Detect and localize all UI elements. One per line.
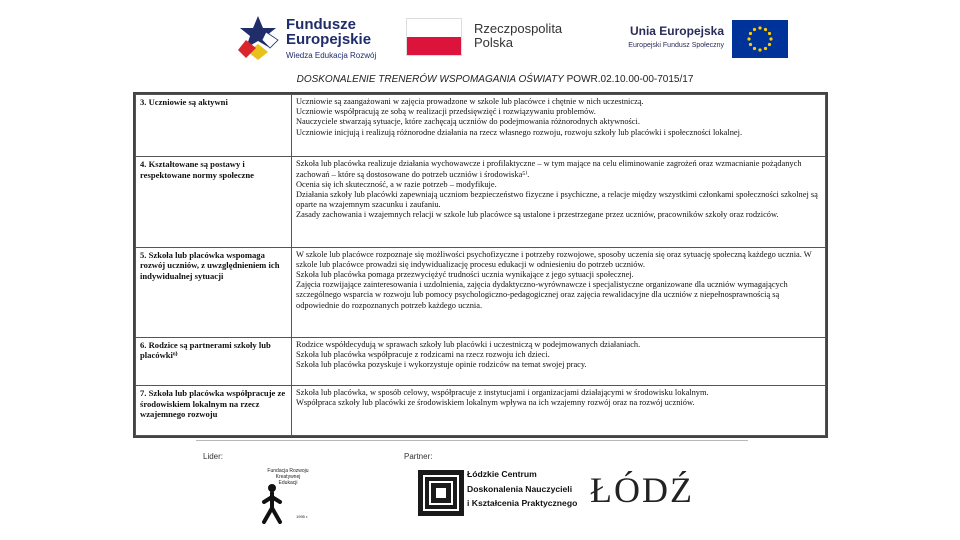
description-line: Szkoła lub placówka realizuje działania wychowawcze i profilaktyczne – w tym mające na celu eliminowanie zagrożeń oraz wzmacnianie pożądanych zachowań – które są dostosowane do potrzeb uczniów i środowiska⁵⁾. [296, 159, 802, 179]
footer-divider [196, 440, 748, 441]
partner-line2: Doskonalenia Nauczycieli [467, 483, 573, 494]
lider-org-line1: Fundacja Rozwoju [267, 468, 309, 474]
rzeczpospolita-polska-logo [406, 18, 576, 58]
description-line: Szkoła lub placówka współpracuje z rodzicami na rzecz rozwoju ich dzieci. [296, 349, 550, 359]
fundusze-europejskie-logo [236, 14, 376, 60]
rp-line2: Polska [474, 35, 514, 50]
fe-name-line2: Europejskie [286, 31, 372, 48]
description-line: Szkoła lub placówka, w sposób celowy, współpracuje z instytucjami i organizacjami działającymi w środowisku lokalnym. [296, 388, 709, 398]
project-title-italic: DOSKONALENIE TRENERÓW WSPOMAGANIA OŚWIATY [296, 74, 564, 85]
criterion-description [292, 337, 826, 386]
criterion-label: 6. Rodzice są partnerami szkoły lub placówki⁶⁾ [136, 337, 292, 386]
eu-flag-icon [732, 20, 788, 58]
lider-label: Lider: [203, 452, 224, 461]
lodz-city-logo: ŁÓDŹ [590, 470, 694, 510]
lider-org-line2: Kreatywnej Edukacji [275, 474, 301, 486]
description-line: Współpraca szkoły lub placówki ze środowiskiem lokalnym wpływa na ich wzajemny rozwój oraz na rozwój uczniów. [296, 398, 695, 408]
criterion-description [292, 386, 826, 436]
description-line: Zasady zachowania i wzajemnych relacji w szkole lub placówce są ustalone i przestrzegane przez uczniów, pracowników szkoły oraz rodziców. [296, 210, 779, 220]
description-line: Rodzice współdecydują w sprawach szkoły lub placówki i uczestniczą w podejmowanych działaniach. [296, 339, 641, 349]
criterion-description [292, 247, 826, 337]
table-row [136, 157, 826, 247]
description-line: Nauczyciele stwarzają sytuacje, które zachęcają uczniów do podejmowania różnorodnych aktywności. [296, 117, 640, 127]
polish-flag-icon [406, 18, 462, 56]
description-line: Ocenia się ich skuteczność, a w razie potrzeb – modyfikuje. [296, 179, 497, 189]
fe-name-line1: Fundusze [286, 16, 356, 33]
description-line: Działania szkoły lub placówki zapewniają uczniom bezpieczeństwo fizyczne i psychiczne, a relacje między wszystkimi członkami społeczności szkolnej są oparte na wzajemnym szacunku i zaufaniu. [296, 190, 818, 210]
partner-square-icon [418, 470, 464, 516]
criterion-label: 7. Szkoła lub placówka współpracuje ze środowiskiem lokalnym na rzecz wzajemnego rozwoju [136, 386, 292, 436]
description-line: Szkoła lub placówka pozyskuje i wykorzystuje opinie rodziców na temat swojej pracy. [296, 360, 587, 370]
fe-subtitle: Wiedza Edukacja Rozwój [286, 51, 377, 60]
criterion-description [292, 95, 826, 157]
lider-year: 1995 r. [296, 514, 309, 519]
fe-star-icon [236, 14, 280, 60]
partner-line3: i Kształcenia Praktycznego [467, 498, 578, 508]
description-line: Szkoła lub placówka pomaga przezwyciężyć trudności ucznia wynikające z jego sytuacji społecznej. [296, 269, 634, 279]
partner-label: Partner: [404, 452, 433, 461]
criterion-label: 5. Szkoła lub placówka wspomaga rozwój uczniów, z uwzględnieniem ich indywidualnej sytuacji [136, 247, 292, 337]
criterion-description [292, 157, 826, 247]
rp-line1: Rzeczpospolita [474, 21, 563, 36]
table-row [136, 386, 826, 436]
project-code: POWR.02.10.00-00-7015/17 [563, 74, 694, 85]
description-line: Uczniowie inicjują i realizują różnorodne działania na rzecz własnego rozwoju, rozwoju szkoły lub placówki i społeczności lokalnej. [296, 127, 743, 137]
description-line: W szkole lub placówce rozpoznaje się możliwości psychofizyczne i potrzeby rozwojowe, sposoby uczenia się oraz sytuację społeczną każdego ucznia. W szkole lub placówce prowadzi się indywidualizację procesu edukacji w odniesieniu do potrzeb uczniów. [296, 249, 812, 269]
partner-line1: Łódzkie Centrum [467, 469, 537, 479]
table-row [136, 337, 826, 386]
ue-subtitle: Europejski Fundusz Społeczny [628, 42, 724, 49]
description-line: Uczniowie współpracują ze sobą w realizacji przedsięwzięć i rozwiązywaniu problemów. [296, 107, 596, 117]
walking-figure-icon [254, 480, 294, 524]
table-row [136, 247, 826, 337]
criterion-label: 3. Uczniowie są aktywni [136, 95, 292, 157]
partner-name [467, 467, 577, 511]
lider-logo [252, 468, 322, 524]
description-line: Zajęcia rozwijające zainteresowania i uzdolnienia, zajęcia dydaktyczno-wyrównawcze i specjalistyczne organizowane dla uczniów wymagających szczególnego wsparcia w rozwoju lub pomocy psychologiczno-pedagogicznej oraz zajęcia rewalidacyjne dla uczniów z niepełnosprawnością są odpowiednie do rozpoznanych potrzeb każdego ucznia. [296, 280, 788, 310]
ue-name: Unia Europejska [629, 24, 724, 38]
criteria-table [133, 92, 828, 438]
project-title [0, 74, 960, 85]
unia-europejska-logo [604, 20, 790, 58]
table-row [136, 95, 826, 157]
description-line: Uczniowie są zaangażowani w zajęcia prowadzone w szkole lub placówce i chętnie w nich uczestniczą. [296, 97, 644, 106]
criterion-label: 4. Kształtowane są postawy i respektowane normy społeczne [136, 157, 292, 247]
